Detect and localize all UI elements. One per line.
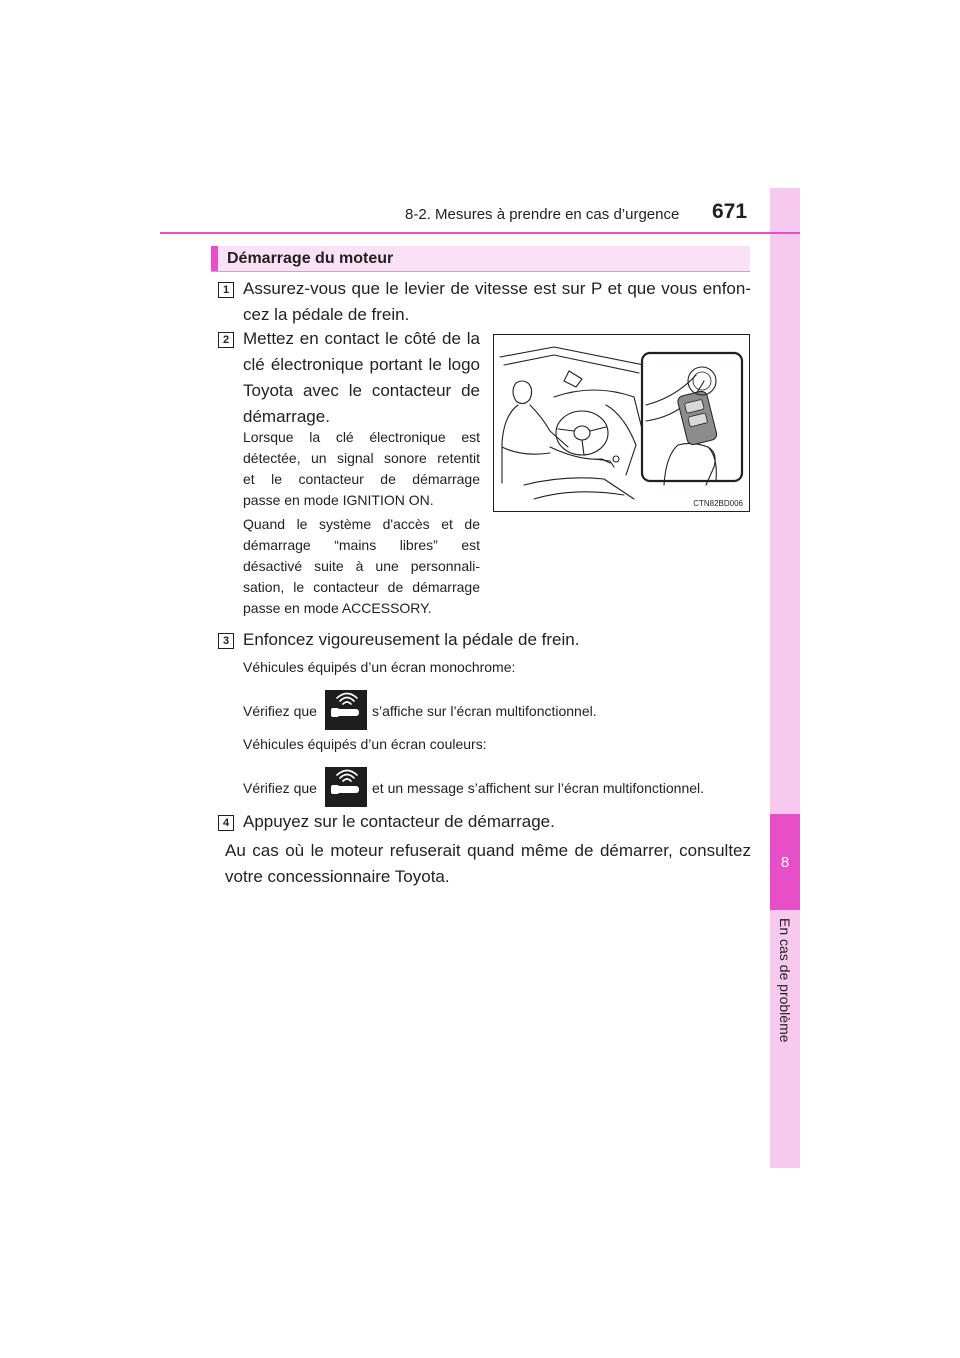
chapter-label: En cas de problème [777, 918, 793, 1043]
step-2-line: démarrage. [243, 407, 330, 426]
step-number-1: 1 [218, 282, 234, 298]
note-line: et le contacteur de démarrage [243, 471, 480, 487]
note-line: passe en mode ACCESSORY. [243, 600, 432, 616]
step-number-3: 3 [218, 633, 234, 649]
step-3-text: Enfoncez vigoureusement la pédale de frein. [243, 630, 580, 649]
color-pre: Vérifiez que [243, 780, 317, 796]
color-post: et un message s’affichent sur l’écran multifonctionnel. [372, 780, 705, 796]
closing-line1: Au cas où le moteur refuserait quand même de démarrer, consultez [225, 841, 751, 860]
closing-line2: votre concessionnaire Toyota. [225, 867, 450, 886]
chapter-number: 8 [780, 853, 790, 871]
section-heading: 8-2. Mesures à prendre en cas d’urgence [405, 206, 680, 223]
chapter-tab-upper [770, 188, 800, 814]
step-4-text: Appuyez sur le contacteur de démarrage. [243, 812, 555, 831]
step-1-text-line1: Assurez-vous que le levier de vitesse est sur P et que vous enfon- [243, 279, 751, 298]
step-2-line: clé électronique portant le logo [243, 355, 480, 374]
monochrome-post: s’affiche sur l’écran multifonctionnel. [372, 703, 597, 719]
key-indicator-icon [325, 690, 367, 730]
section-title-bar [211, 246, 750, 272]
step-number-4: 4 [218, 815, 234, 831]
monochrome-pre: Vérifiez que [243, 703, 317, 719]
note-line: démarrage “mains libres” est [243, 537, 480, 553]
note-line: Lorsque la clé électronique est [243, 429, 480, 445]
note-line: passe en mode IGNITION ON. [243, 492, 434, 508]
step-2-line: Toyota avec le contacteur de [243, 381, 480, 400]
key-indicator-icon [325, 767, 367, 807]
header-divider [160, 232, 800, 234]
note-line: détectée, un signal sonore retentit [243, 450, 480, 466]
note-line: sation, le contacteur de démarrage [243, 579, 480, 595]
chapter-number-tab[interactable] [770, 814, 800, 910]
step-1-text-line2: cez la pédale de frein. [243, 305, 410, 324]
section-title: Démarrage du moteur [227, 250, 394, 267]
driver-touching-key-icon [494, 335, 749, 511]
figure-code: CTN82BD006 [693, 499, 743, 508]
note-line: désactivé suite à une personnali- [243, 558, 480, 574]
monochrome-label: Véhicules équipés d’un écran monochrome: [243, 659, 516, 675]
note-line: Quand le système d'accès et de [243, 516, 480, 532]
step-2-line: Mettez en contact le côté de la [243, 329, 480, 348]
page-number: 671 [712, 200, 748, 223]
color-label: Véhicules équipés d’un écran couleurs: [243, 736, 487, 752]
step-number-2: 2 [218, 332, 234, 348]
key-touch-illustration [493, 334, 750, 512]
chapter-tab-lower [770, 910, 800, 1168]
